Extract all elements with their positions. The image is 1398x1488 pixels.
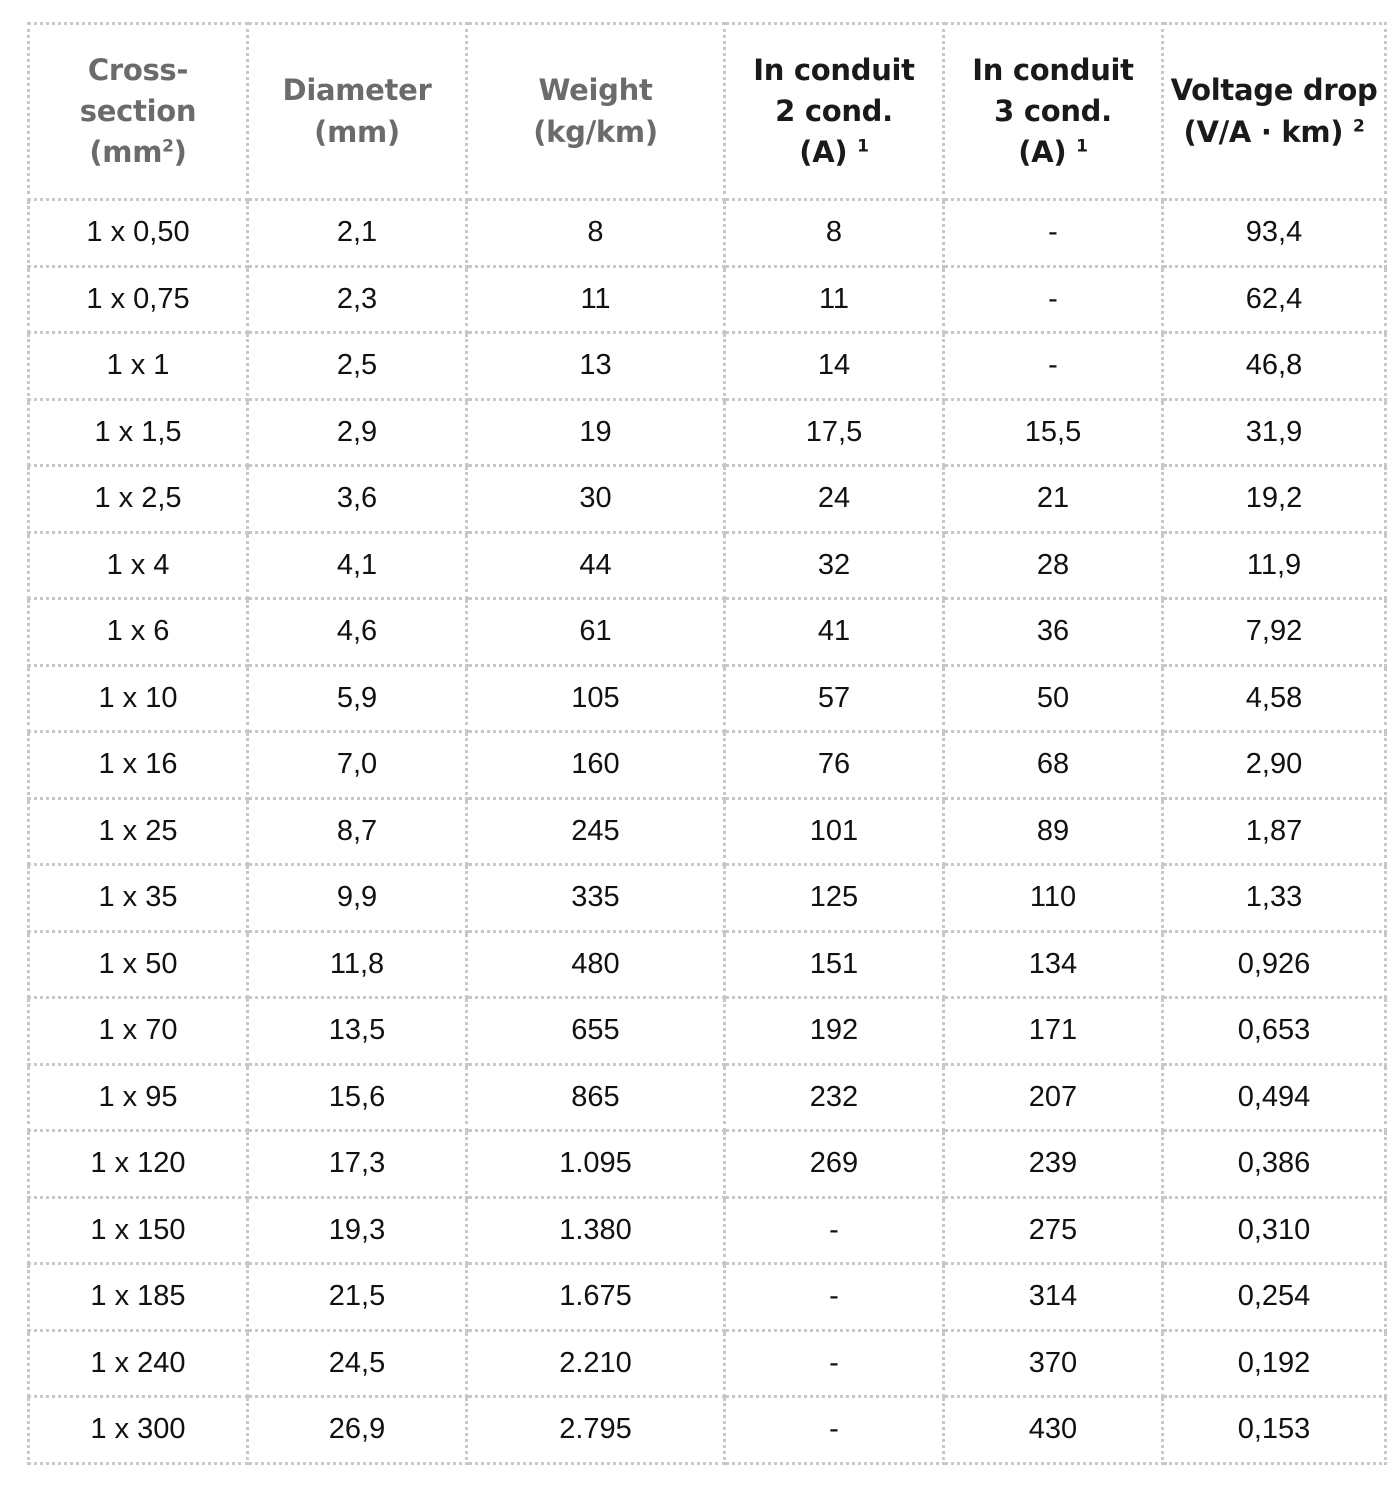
header-conduit-2-cond: [725, 24, 944, 200]
table-row: [29, 466, 1386, 533]
cell-conduit-3-cond: 68: [944, 732, 1163, 799]
cable-specs-table-container: [27, 22, 1384, 1465]
cell-voltage-drop: 0,386: [1163, 1131, 1386, 1198]
cell-conduit-2-cond: 151: [725, 931, 944, 998]
cell-diameter: 21,5: [248, 1264, 467, 1331]
table-row: [29, 333, 1386, 400]
header-conduit-2-unit-text: (A): [799, 135, 848, 170]
cell-cross-section: 1 x 16: [29, 732, 248, 799]
header-diameter-unit: (mm): [314, 114, 400, 149]
table-row: [29, 1064, 1386, 1131]
cell-conduit-2-cond: 232: [725, 1064, 944, 1131]
cell-weight: 2.210: [467, 1330, 725, 1397]
header-voltage-drop-unit-text: (V/A · km): [1183, 114, 1344, 149]
cell-voltage-drop: 2,90: [1163, 732, 1386, 799]
cell-cross-section: 1 x 150: [29, 1197, 248, 1264]
cell-weight: 61: [467, 599, 725, 666]
cell-conduit-2-cond: 11: [725, 266, 944, 333]
cell-diameter: 8,7: [248, 798, 467, 865]
cell-cross-section: 1 x 0,75: [29, 266, 248, 333]
header-voltage-drop: [1163, 24, 1386, 200]
cell-diameter: 19,3: [248, 1197, 467, 1264]
cell-cross-section: 1 x 50: [29, 931, 248, 998]
header-diameter: [248, 24, 467, 200]
cell-diameter: 13,5: [248, 998, 467, 1065]
table-row: [29, 1397, 1386, 1464]
cell-weight: 1.675: [467, 1264, 725, 1331]
cell-conduit-3-cond: 89: [944, 798, 1163, 865]
cell-diameter: 3,6: [248, 466, 467, 533]
cable-specs-table: [27, 22, 1387, 1465]
cell-voltage-drop: 62,4: [1163, 266, 1386, 333]
cell-cross-section: 1 x 120: [29, 1131, 248, 1198]
cell-cross-section: 1 x 240: [29, 1330, 248, 1397]
cell-weight: 160: [467, 732, 725, 799]
cell-conduit-3-cond: 21: [944, 466, 1163, 533]
cell-conduit-3-cond: -: [944, 266, 1163, 333]
cell-conduit-2-cond: -: [725, 1264, 944, 1331]
cell-weight: 30: [467, 466, 725, 533]
cell-conduit-2-cond: 24: [725, 466, 944, 533]
table-row: [29, 1330, 1386, 1397]
cell-diameter: 5,9: [248, 665, 467, 732]
cell-weight: 865: [467, 1064, 725, 1131]
cell-conduit-3-cond: 28: [944, 532, 1163, 599]
cell-voltage-drop: 0,653: [1163, 998, 1386, 1065]
cell-voltage-drop: 0,192: [1163, 1330, 1386, 1397]
cell-conduit-2-cond: 269: [725, 1131, 944, 1198]
header-conduit-3-footnote: 1: [1076, 136, 1088, 157]
cell-cross-section: 1 x 35: [29, 865, 248, 932]
cell-diameter: 11,8: [248, 931, 467, 998]
cell-cross-section: 1 x 0,50: [29, 200, 248, 267]
cell-conduit-3-cond: 134: [944, 931, 1163, 998]
cell-diameter: 2,3: [248, 266, 467, 333]
cell-voltage-drop: 31,9: [1163, 399, 1386, 466]
header-cross-section: [29, 24, 248, 200]
header-weight: [467, 24, 725, 200]
cell-voltage-drop: 0,254: [1163, 1264, 1386, 1331]
cell-voltage-drop: 0,153: [1163, 1397, 1386, 1464]
table-row: [29, 732, 1386, 799]
cell-conduit-3-cond: -: [944, 200, 1163, 267]
table-row: [29, 200, 1386, 267]
table-row: [29, 998, 1386, 1065]
cell-conduit-3-cond: 50: [944, 665, 1163, 732]
cell-conduit-3-cond: 275: [944, 1197, 1163, 1264]
cell-voltage-drop: 0,310: [1163, 1197, 1386, 1264]
header-cross-section-unit-exponent: 2: [162, 136, 174, 157]
table-row: [29, 399, 1386, 466]
cell-weight: 105: [467, 665, 725, 732]
table-body: [29, 200, 1386, 1464]
header-row: [29, 24, 1386, 200]
header-conduit-2-unit: [728, 132, 940, 173]
table-row: [29, 266, 1386, 333]
cell-weight: 8: [467, 200, 725, 267]
cell-voltage-drop: 19,2: [1163, 466, 1386, 533]
cell-diameter: 2,5: [248, 333, 467, 400]
header-conduit-3-cond: [944, 24, 1163, 200]
cell-diameter: 9,9: [248, 865, 467, 932]
cell-conduit-3-cond: -: [944, 333, 1163, 400]
cell-conduit-2-cond: 41: [725, 599, 944, 666]
cell-conduit-3-cond: 239: [944, 1131, 1163, 1198]
cell-conduit-2-cond: 76: [725, 732, 944, 799]
header-weight-title: Weight: [538, 73, 653, 108]
cell-conduit-3-cond: 430: [944, 1397, 1163, 1464]
cell-diameter: 15,6: [248, 1064, 467, 1131]
cell-weight: 1.380: [467, 1197, 725, 1264]
cell-weight: 655: [467, 998, 725, 1065]
cell-voltage-drop: 4,58: [1163, 665, 1386, 732]
header-conduit-3-unit-text: (A): [1018, 135, 1067, 170]
cell-conduit-2-cond: -: [725, 1397, 944, 1464]
header-conduit-3-unit: [947, 132, 1159, 173]
table-row: [29, 665, 1386, 732]
cell-cross-section: 1 x 1,5: [29, 399, 248, 466]
header-conduit-2-title: In conduit: [753, 52, 915, 87]
header-cross-section-unit-suffix: ): [173, 135, 187, 170]
cell-cross-section: 1 x 25: [29, 798, 248, 865]
header-weight-unit: (kg/km): [533, 114, 658, 149]
header-voltage-drop-footnote: 2: [1352, 115, 1365, 136]
header-cross-section-title: Cross-section: [79, 52, 197, 128]
table-row: [29, 532, 1386, 599]
cell-diameter: 7,0: [248, 732, 467, 799]
cell-weight: 13: [467, 333, 725, 400]
cell-cross-section: 1 x 95: [29, 1064, 248, 1131]
table-row: [29, 599, 1386, 666]
cell-conduit-2-cond: 8: [725, 200, 944, 267]
cell-diameter: 24,5: [248, 1330, 467, 1397]
cell-conduit-3-cond: 36: [944, 599, 1163, 666]
cell-conduit-2-cond: 101: [725, 798, 944, 865]
table-row: [29, 931, 1386, 998]
cell-voltage-drop: 93,4: [1163, 200, 1386, 267]
cell-conduit-3-cond: 110: [944, 865, 1163, 932]
cell-weight: 19: [467, 399, 725, 466]
table-header: [29, 24, 1386, 200]
cell-cross-section: 1 x 70: [29, 998, 248, 1065]
cell-diameter: 2,1: [248, 200, 467, 267]
header-diameter-title: Diameter: [282, 73, 432, 108]
table-row: [29, 1197, 1386, 1264]
cell-voltage-drop: 0,926: [1163, 931, 1386, 998]
header-voltage-drop-title: Voltage drop: [1170, 73, 1378, 108]
table-row: [29, 1264, 1386, 1331]
cell-cross-section: 1 x 6: [29, 599, 248, 666]
cell-conduit-2-cond: -: [725, 1330, 944, 1397]
header-cross-section-unit: [32, 132, 244, 173]
cell-conduit-2-cond: 57: [725, 665, 944, 732]
cell-conduit-3-cond: 207: [944, 1064, 1163, 1131]
cell-cross-section: 1 x 10: [29, 665, 248, 732]
cell-cross-section: 1 x 1: [29, 333, 248, 400]
cell-weight: 335: [467, 865, 725, 932]
cell-conduit-3-cond: 15,5: [944, 399, 1163, 466]
cell-voltage-drop: 11,9: [1163, 532, 1386, 599]
cell-weight: 11: [467, 266, 725, 333]
cell-conduit-2-cond: 14: [725, 333, 944, 400]
cell-cross-section: 1 x 300: [29, 1397, 248, 1464]
cell-voltage-drop: 1,87: [1163, 798, 1386, 865]
cell-conduit-3-cond: 171: [944, 998, 1163, 1065]
cell-voltage-drop: 0,494: [1163, 1064, 1386, 1131]
cell-voltage-drop: 1,33: [1163, 865, 1386, 932]
cell-voltage-drop: 46,8: [1163, 333, 1386, 400]
cell-diameter: 17,3: [248, 1131, 467, 1198]
cell-diameter: 4,6: [248, 599, 467, 666]
table-row: [29, 865, 1386, 932]
cell-conduit-2-cond: 32: [725, 532, 944, 599]
cell-cross-section: 1 x 4: [29, 532, 248, 599]
header-conduit-2-subtitle: 2 cond.: [775, 93, 893, 128]
cell-cross-section: 1 x 185: [29, 1264, 248, 1331]
cell-weight: 1.095: [467, 1131, 725, 1198]
table-row: [29, 1131, 1386, 1198]
cell-weight: 245: [467, 798, 725, 865]
cell-conduit-3-cond: 370: [944, 1330, 1163, 1397]
cell-weight: 44: [467, 532, 725, 599]
table-row: [29, 798, 1386, 865]
cell-diameter: 26,9: [248, 1397, 467, 1464]
cell-conduit-3-cond: 314: [944, 1264, 1163, 1331]
cell-weight: 2.795: [467, 1397, 725, 1464]
cell-voltage-drop: 7,92: [1163, 599, 1386, 666]
cell-conduit-2-cond: 125: [725, 865, 944, 932]
header-conduit-3-title: In conduit: [972, 52, 1134, 87]
cell-conduit-2-cond: 192: [725, 998, 944, 1065]
header-voltage-drop-unit: [1166, 112, 1382, 153]
cell-weight: 480: [467, 931, 725, 998]
cell-conduit-2-cond: 17,5: [725, 399, 944, 466]
header-conduit-2-footnote: 1: [857, 136, 869, 157]
header-cross-section-unit-prefix: (mm: [89, 135, 163, 170]
cell-diameter: 4,1: [248, 532, 467, 599]
cell-diameter: 2,9: [248, 399, 467, 466]
header-conduit-3-subtitle: 3 cond.: [994, 93, 1112, 128]
cell-cross-section: 1 x 2,5: [29, 466, 248, 533]
cell-conduit-2-cond: -: [725, 1197, 944, 1264]
